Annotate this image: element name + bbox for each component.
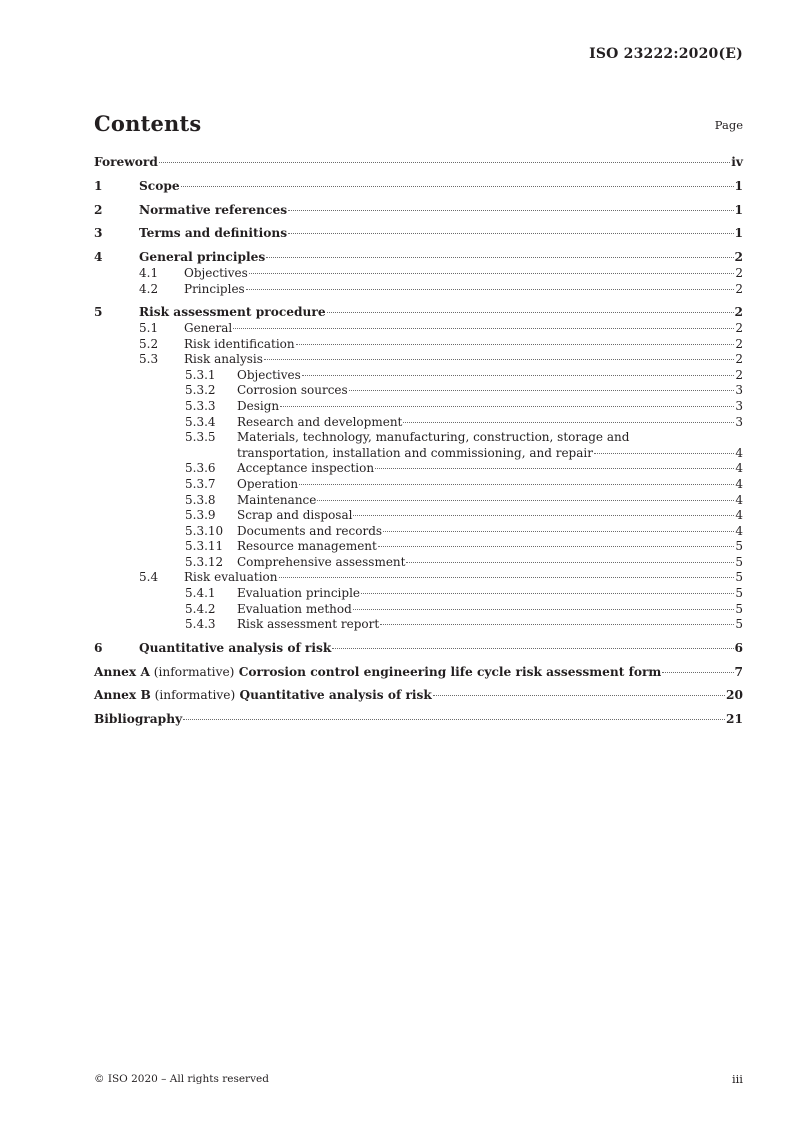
toc-entry-number: 5.2 bbox=[139, 336, 159, 351]
toc-entry-label: Bibliography bbox=[94, 712, 183, 727]
toc-entry-page: 5 bbox=[735, 586, 743, 601]
toc-entry-page: 4 bbox=[735, 508, 743, 523]
toc-entry-4-2[interactable] bbox=[94, 282, 743, 298]
leader-dots bbox=[266, 256, 733, 258]
toc-entry-number: 5.3.3 bbox=[185, 398, 216, 413]
toc-entry-label: Evaluation principle bbox=[237, 586, 361, 601]
toc-entry-label: General principles bbox=[139, 250, 266, 265]
toc-entry-label: Risk analysis bbox=[184, 352, 263, 367]
toc-entry-5-3-2[interactable] bbox=[94, 383, 743, 399]
leader-dots bbox=[181, 185, 734, 187]
toc-entry-5-4-1[interactable] bbox=[94, 586, 743, 602]
toc-entry-page: 3 bbox=[735, 414, 743, 429]
leader-dots bbox=[349, 389, 734, 391]
toc-entry-page: 5 bbox=[735, 554, 743, 569]
leader-dots bbox=[264, 358, 734, 360]
toc-entry-number: 5.3.2 bbox=[185, 383, 216, 398]
toc-entry-label: Documents and records bbox=[237, 523, 383, 538]
leader-dots bbox=[159, 161, 730, 163]
copyright-notice: © ISO 2020 – All rights reserved bbox=[94, 1073, 269, 1085]
toc-entry-number: 5.4.3 bbox=[185, 617, 216, 632]
toc-entry-page: 2 bbox=[735, 336, 743, 351]
toc-entry-label: Risk evaluation bbox=[184, 570, 278, 585]
leader-dots bbox=[299, 483, 734, 485]
toc-entry-label: Quantitative analysis of risk bbox=[139, 640, 332, 655]
toc-entry-terms-definitions[interactable] bbox=[94, 226, 743, 242]
leader-dots bbox=[296, 343, 734, 345]
toc-entry-5-4[interactable] bbox=[94, 570, 743, 586]
toc-entry-bibliography[interactable] bbox=[94, 712, 743, 728]
toc-entry-label: Normative references bbox=[139, 202, 288, 217]
toc-entry-page: 21 bbox=[726, 712, 743, 727]
toc-entry-label: Objectives bbox=[184, 265, 248, 280]
leader-dots bbox=[288, 232, 733, 234]
toc-entry-number: 5.3.1 bbox=[185, 367, 216, 382]
toc-entry-5-3[interactable] bbox=[94, 352, 743, 368]
toc-entry-4-1[interactable] bbox=[94, 266, 743, 282]
leader-dots bbox=[353, 514, 734, 516]
toc-entry-label: Acceptance inspection bbox=[237, 461, 375, 476]
toc-entry-page: 4 bbox=[735, 461, 743, 476]
toc-entry-number: 5.3.6 bbox=[185, 461, 216, 476]
toc-entry-label: Terms and definitions bbox=[139, 226, 288, 241]
toc-entry-number: 5 bbox=[94, 305, 103, 320]
toc-entry-number: 1 bbox=[94, 178, 103, 193]
toc-entry-5-3-7[interactable] bbox=[94, 477, 743, 493]
toc-entry-page: 2 bbox=[735, 352, 743, 367]
toc-entry-page: 4 bbox=[735, 476, 743, 491]
toc-entry-page: 4 bbox=[735, 523, 743, 538]
toc-entry-number: 5.3.12 bbox=[185, 554, 224, 569]
leader-dots bbox=[380, 623, 734, 625]
toc-entry-label: Foreword bbox=[94, 155, 158, 169]
toc-entry-number: 3 bbox=[94, 226, 103, 241]
toc-entry-number: 5.1 bbox=[139, 320, 159, 335]
leader-dots bbox=[317, 499, 734, 501]
toc-entry-number: 5.4.2 bbox=[185, 601, 216, 616]
toc-entry-5-1[interactable] bbox=[94, 321, 743, 337]
leader-dots bbox=[594, 452, 734, 454]
toc-entry-quantitative-analysis[interactable] bbox=[94, 641, 743, 657]
toc-entry-label: Scope bbox=[139, 178, 180, 193]
leader-dots bbox=[288, 209, 733, 211]
leader-dots bbox=[406, 561, 734, 563]
leader-dots bbox=[662, 671, 733, 673]
toc-entry-5-3-9[interactable] bbox=[94, 508, 743, 524]
toc-entry-5-3-11[interactable] bbox=[94, 539, 743, 555]
table-of-contents bbox=[94, 155, 743, 728]
toc-entry-5-4-2[interactable] bbox=[94, 602, 743, 618]
toc-entry-number: 5.4 bbox=[139, 570, 159, 585]
leader-dots bbox=[361, 592, 734, 594]
toc-entry-page: 4 bbox=[735, 492, 743, 507]
toc-entry-page: 5 bbox=[735, 617, 743, 632]
toc-entry-annex-b[interactable] bbox=[94, 688, 743, 704]
toc-entry-number: 2 bbox=[94, 202, 103, 217]
toc-entry-risk-assessment-procedure[interactable] bbox=[94, 305, 743, 321]
leader-dots bbox=[378, 545, 734, 547]
toc-entry-number: 4.1 bbox=[139, 265, 159, 280]
leader-dots bbox=[246, 288, 734, 290]
toc-entry-label: Design bbox=[237, 398, 280, 413]
leader-dots bbox=[433, 694, 725, 696]
toc-entry-page: 2 bbox=[734, 250, 743, 265]
toc-entry-label: Comprehensive assessment bbox=[237, 554, 406, 569]
toc-entry-5-2[interactable] bbox=[94, 337, 743, 353]
toc-entry-number: 4.2 bbox=[139, 281, 159, 296]
toc-entry-page: 1 bbox=[734, 226, 743, 241]
toc-entry-page: 6 bbox=[734, 640, 743, 655]
toc-entry-label: Corrosion sources bbox=[237, 383, 348, 398]
toc-entry-number: 5.4.1 bbox=[185, 586, 216, 601]
annex-note: (informative) bbox=[153, 664, 235, 679]
toc-entry-5-3-5-line1[interactable] bbox=[94, 430, 743, 446]
toc-entry-label: Maintenance bbox=[237, 492, 317, 507]
toc-entry-foreword[interactable] bbox=[94, 155, 743, 171]
toc-entry-page: 2 bbox=[734, 305, 743, 320]
document-id: ISO 23222:2020(E) bbox=[589, 46, 743, 62]
toc-entry-label: Risk assessment procedure bbox=[139, 305, 326, 320]
toc-entry-label: Corrosion control engineering life cycle risk assessment form bbox=[238, 664, 662, 679]
toc-entry-5-3-12[interactable] bbox=[94, 555, 743, 571]
toc-entry-page: 3 bbox=[735, 383, 743, 398]
toc-entry-label: Scrap and disposal bbox=[237, 508, 353, 523]
toc-entry-number: 5.3.7 bbox=[185, 476, 216, 491]
toc-entry-number: 5.3.9 bbox=[185, 508, 216, 523]
leader-dots bbox=[249, 272, 734, 274]
toc-entry-5-3-4[interactable] bbox=[94, 415, 743, 431]
annex-prefix: Annex B bbox=[94, 688, 151, 703]
toc-entry-page: 5 bbox=[735, 601, 743, 616]
annex-note: (informative) bbox=[154, 688, 236, 703]
leader-dots bbox=[353, 608, 734, 610]
toc-entry-number: 5.3.5 bbox=[185, 430, 216, 445]
toc-entry-page: 2 bbox=[735, 265, 743, 280]
toc-entry-number: 6 bbox=[94, 640, 103, 655]
annex-prefix: Annex A bbox=[94, 664, 150, 679]
toc-entry-label: Risk identification bbox=[184, 336, 295, 351]
toc-entry-5-4-3[interactable] bbox=[94, 617, 743, 633]
toc-entry-label: transportation, installation and commissioning, and repair bbox=[237, 445, 593, 460]
toc-entry-label: General bbox=[184, 320, 233, 335]
toc-entry-5-3-6[interactable] bbox=[94, 461, 743, 477]
toc-entry-number: 5.3.4 bbox=[185, 414, 216, 429]
toc-entry-number: 5.3.10 bbox=[185, 523, 224, 538]
toc-entry-page: 1 bbox=[734, 178, 743, 193]
toc-entry-label: Risk assessment report bbox=[237, 617, 380, 632]
toc-entry-label: Principles bbox=[184, 281, 245, 296]
toc-entry-page: 2 bbox=[735, 281, 743, 296]
toc-entry-page: 4 bbox=[735, 445, 743, 460]
leader-dots bbox=[279, 576, 735, 578]
toc-entry-number: 5.3 bbox=[139, 352, 159, 367]
leader-dots bbox=[403, 421, 734, 423]
toc-entry-label: Evaluation method bbox=[237, 601, 352, 616]
leader-dots bbox=[375, 467, 734, 469]
leader-dots bbox=[233, 327, 734, 329]
toc-entry-page: 2 bbox=[735, 320, 743, 335]
page-column-label: Page bbox=[714, 118, 743, 132]
leader-dots bbox=[327, 311, 734, 313]
leader-dots bbox=[280, 405, 734, 407]
toc-entry-scope[interactable] bbox=[94, 179, 743, 195]
toc-entry-number: 4 bbox=[94, 250, 103, 265]
toc-entry-page: 7 bbox=[734, 664, 743, 679]
toc-entry-label: Objectives bbox=[237, 367, 301, 382]
toc-entry-general-principles[interactable] bbox=[94, 250, 743, 266]
toc-entry-5-3-1[interactable] bbox=[94, 368, 743, 384]
toc-entry-annex-a[interactable] bbox=[94, 665, 743, 681]
toc-entry-5-3-10[interactable] bbox=[94, 524, 743, 540]
toc-entry-5-3-8[interactable] bbox=[94, 493, 743, 509]
leader-dots bbox=[383, 530, 734, 532]
toc-entry-page: 20 bbox=[726, 688, 743, 703]
toc-entry-page: 3 bbox=[735, 398, 743, 413]
toc-entry-5-3-3[interactable] bbox=[94, 399, 743, 415]
leader-dots bbox=[302, 374, 734, 376]
toc-entry-5-3-5-line2[interactable] bbox=[94, 446, 743, 462]
toc-entry-label: Resource management bbox=[237, 539, 377, 554]
toc-entry-page: 2 bbox=[735, 367, 743, 382]
page-title: Contents bbox=[94, 111, 202, 136]
toc-entry-number: 5.3.11 bbox=[185, 539, 224, 554]
toc-entry-label: Materials, technology, manufacturing, construction, storage and bbox=[237, 430, 630, 445]
toc-entry-label: Operation bbox=[237, 476, 299, 491]
toc-entry-normative-references[interactable] bbox=[94, 203, 743, 219]
page-number: iii bbox=[731, 1072, 743, 1086]
toc-entry-page: 5 bbox=[735, 539, 743, 554]
toc-entry-label: Quantitative analysis of risk bbox=[239, 688, 432, 703]
toc-entry-page: 5 bbox=[735, 570, 743, 585]
toc-entry-label: Research and development bbox=[237, 414, 403, 429]
toc-entry-number: 5.3.8 bbox=[185, 492, 216, 507]
leader-dots bbox=[183, 718, 725, 720]
leader-dots bbox=[332, 647, 733, 649]
toc-entry-page: iv bbox=[731, 155, 743, 169]
toc-entry-page: 1 bbox=[734, 202, 743, 217]
